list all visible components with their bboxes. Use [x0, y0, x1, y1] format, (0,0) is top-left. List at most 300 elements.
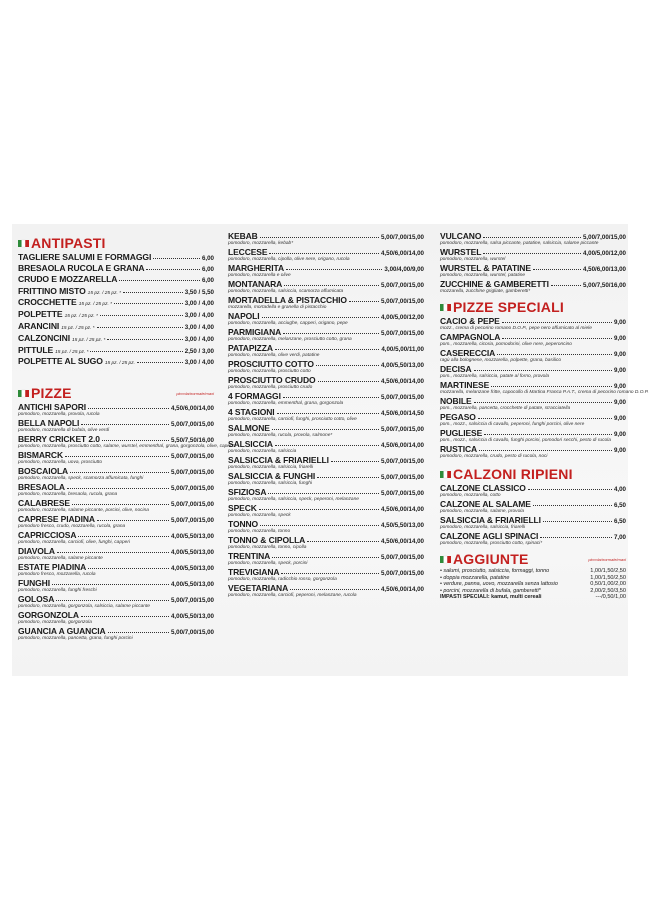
menu-item-row: [440, 397, 626, 406]
menu-item: [18, 611, 214, 626]
dot-leader: [317, 477, 379, 478]
item-name: PARMIGIANA: [228, 327, 282, 337]
menu-item: [18, 357, 214, 367]
item-price: 5,00/7,00/15,00: [380, 330, 424, 337]
menu-item: [18, 310, 214, 320]
menu-item-row: [440, 232, 626, 241]
item-price: 9,00: [613, 319, 626, 326]
item-name: ANTICHI SAPORI: [18, 402, 87, 413]
item-name: BERRY CRICKET 2.0: [18, 434, 100, 445]
item-price: 4,00/5,00/12,00: [380, 314, 424, 321]
item-price: 5,00/7,00/15,00: [380, 570, 424, 577]
menu-item: [228, 424, 424, 439]
menu-item-row: [228, 280, 424, 289]
item-ingredients: pomodoro, mozzarella di bufala, olive verdi: [18, 428, 110, 434]
item-ingredients: pomodoro, mozzarella, salsiccia, funghi: [228, 481, 312, 487]
section-title: PIZZE: [31, 385, 72, 402]
item-price: 2,50 / 3,00: [184, 347, 214, 355]
menu-item: [440, 280, 626, 295]
item-ingredients: pom., mozzarella, pancetta, crocchette di patate, stracciatella: [440, 406, 571, 412]
item-name: BELLA NAPOLI: [18, 418, 80, 429]
dot-leader: [272, 557, 379, 558]
menu-item: [440, 317, 626, 332]
menu-item: [440, 232, 626, 247]
menu-item-row: [440, 445, 626, 454]
dot-leader: [146, 269, 200, 270]
item-ingredients: pomodoro, mozzarella, salsa piccante, patatine, salsiccia, salame piccante: [440, 241, 599, 247]
item-price: 5,00/7,00/15,00: [170, 629, 214, 637]
item-note: 15 pz. / 25 pz. *: [72, 337, 106, 343]
item-name: NOBILE: [440, 396, 472, 406]
item-price: 6,00: [201, 266, 214, 274]
item-price: 9,00: [613, 335, 626, 342]
item-name: CAMPAGNOLA: [440, 332, 501, 342]
dot-leader: [275, 349, 379, 350]
dot-leader: [277, 413, 379, 414]
menu-item-row: [18, 531, 214, 540]
item-name: CROCCHETTE: [18, 297, 77, 308]
item-name: CAPRICCIOSA: [18, 530, 77, 541]
menu-item: [228, 536, 424, 551]
item-ingredients: pomodoro, mozzarella, salame piccante: [18, 556, 103, 562]
item-ingredients: pomodoro, mozzarella, funghi freschi: [18, 588, 97, 594]
item-ingredients: pomodoro, mozzarella, tonno: [228, 529, 291, 535]
menu-item-row: [18, 547, 214, 556]
dot-leader: [262, 317, 379, 318]
item-ingredients: pomodoro, mozzarella, kebab*: [228, 241, 294, 247]
item-price: 4,00/5,50/13,00: [380, 362, 424, 369]
menu-item-row: [18, 627, 214, 636]
item-price: 6,50: [613, 518, 626, 525]
item-name: CALZONE AGLI SPINACI: [440, 531, 539, 541]
item-price: 4,50/6,00/14,00: [380, 442, 424, 449]
column-left: [18, 232, 236, 643]
menu-item-row: [228, 232, 424, 241]
menu-item: [18, 253, 214, 262]
menu-item: [440, 248, 626, 263]
menu-item: [228, 488, 424, 503]
menu-item-row: [18, 310, 214, 320]
item-name: ESTATE PIADINA: [18, 562, 87, 573]
menu-item-row: [228, 440, 424, 449]
dot-leader: [268, 493, 379, 494]
menu-item: [18, 298, 214, 308]
dot-leader: [97, 327, 183, 328]
item-name: CAPRESE PIADINA: [18, 514, 95, 525]
item-name: SALSICCIA & FRIARIELLI: [440, 515, 541, 525]
menu-item-row: [18, 334, 214, 344]
menu-item-row: [228, 408, 424, 417]
item-name: FRITTINO MISTO: [18, 285, 86, 296]
dot-leader: [474, 370, 612, 371]
dot-leader: [318, 381, 379, 382]
item-name: MARGHERITA: [228, 263, 284, 273]
menu-item-row: [18, 611, 214, 620]
item-price: 5,50/7,50/16,00: [170, 437, 214, 445]
menu-item-row: [440, 317, 626, 326]
dot-leader: [72, 504, 169, 505]
item-ingredients: pomodoro, mozzarella, wurstel, patatine: [440, 273, 526, 279]
item-ingredients: pomodoro, mozzarella, prosciutto cotto: [228, 369, 311, 375]
addon-price: ---/0,50/1,00: [595, 594, 626, 601]
item-name: PEGASO: [440, 412, 476, 422]
dot-leader: [543, 521, 612, 522]
addon-item: [440, 569, 626, 575]
menu-item-row: [228, 376, 424, 385]
item-name: BRESAOLA RUCOLA E GRANA: [18, 263, 145, 274]
item-ingredients: pomodoro, mozzarella, uova, prosciutto: [18, 460, 102, 466]
item-name: SALMONE: [228, 423, 270, 433]
menu-item: [18, 467, 214, 482]
item-price: 3,00 / 4,00: [184, 359, 214, 367]
menu-item: [440, 532, 626, 547]
item-note: 15 pz. / 25 pz. *: [64, 314, 98, 320]
item-price: 4,00: [613, 486, 626, 493]
item-price: 5,00/7,00/15,00: [170, 485, 214, 493]
item-name: GUANCIA A GUANCIA: [18, 626, 106, 637]
menu-item-row: [18, 264, 214, 273]
dot-leader: [283, 333, 379, 334]
dot-leader: [484, 434, 612, 435]
speciali-list: [440, 316, 649, 460]
item-ingredients: pomodoro, mozzarella, emmenthal, grana, gorgonzola: [228, 401, 344, 407]
section-title: CALZONI RIPIENI: [453, 466, 573, 482]
item-ingredients: pom., mozzarella, salsiccia, patate al forno, provola: [440, 374, 550, 380]
item-name: LECCESE: [228, 247, 268, 257]
dot-leader: [97, 520, 169, 521]
item-name: ARANCINI: [18, 321, 60, 331]
antipasti-list: [18, 253, 214, 367]
dot-leader: [259, 509, 379, 510]
item-ingredients: mozz., crema di pecorino romano D.O.P., pepe nero affumicato al miele: [440, 326, 592, 332]
menu-item-row: [18, 275, 214, 284]
item-price: 4,50/6,00/14,00: [380, 506, 424, 513]
menu-item-row: [440, 413, 626, 422]
item-price: 4,00/5,50/13,00: [170, 581, 214, 589]
menu-item-row: [440, 365, 626, 374]
item-ingredients: pomodoro, mozzarella, acciughe, capperi, origano, pepe: [228, 321, 348, 327]
item-ingredients: mozzarella, zucchine grigliate, gamberetti*: [440, 289, 531, 295]
item-name: POLPETTE AL SUGO: [18, 356, 103, 367]
item-price: 5,00/7,00/15,00: [380, 394, 424, 401]
menu-item-row: [440, 264, 626, 273]
dot-leader: [483, 237, 581, 238]
menu-item-row: [228, 328, 424, 337]
menu-item-row: [18, 253, 214, 262]
menu-item-row: [228, 264, 424, 273]
item-price: 4,50/6,00/14,00: [380, 586, 424, 593]
menu-item: [228, 312, 424, 327]
item-price: 9,00: [613, 431, 626, 438]
menu-item: [18, 287, 214, 297]
dot-leader: [100, 315, 183, 316]
item-price: 5,00/7,00/15,00: [170, 469, 214, 477]
item-price: 9,00: [613, 415, 626, 422]
menu-item: [18, 547, 214, 562]
menu-item-row: [228, 248, 424, 257]
item-ingredients: pomodoro, mozzarella, carciofi, olive, funghi, capperi: [18, 540, 130, 546]
menu-item-row: [440, 248, 626, 257]
item-price: 5,00/7,00/15,00: [170, 597, 214, 605]
item-name: CALZONE AL SALAME: [440, 499, 531, 509]
menu-item: [228, 296, 424, 311]
dot-leader: [269, 253, 379, 254]
dot-leader: [275, 445, 379, 446]
item-price: 4,00/5,00/11,00: [381, 346, 424, 353]
menu-item: [440, 365, 626, 380]
dot-leader: [108, 632, 169, 633]
item-price: 4,50/6,00/14,00: [380, 378, 424, 385]
dot-leader: [137, 362, 183, 363]
menu-item-row: [228, 424, 424, 433]
dot-leader: [272, 429, 379, 430]
section-title: PIZZE SPECIALI: [453, 299, 564, 315]
item-name: PUGLIESE: [440, 428, 483, 438]
item-name: POLPETTE: [18, 309, 63, 320]
item-price: 4,50/6,00/14,00: [380, 250, 424, 257]
addon-desc: • porcini, mozzarella di bufala, gamberetti*: [440, 587, 541, 594]
item-price: 5,00/7,00/15,00: [170, 421, 214, 429]
italian-flag-icon: [440, 302, 451, 313]
menu-item: [440, 445, 626, 460]
addon-desc: • doppia mozzarella, patatine: [440, 574, 510, 581]
menu-item: [18, 322, 214, 332]
menu-item: [18, 334, 214, 344]
dot-leader: [474, 402, 612, 403]
item-name: TRENTINA: [228, 551, 271, 561]
size-legend: piccola/normale/maxi: [176, 390, 214, 396]
menu-item: [18, 531, 214, 546]
item-price: 4,00/5,00/12,00: [582, 250, 626, 257]
menu-item: [228, 392, 424, 407]
item-price: 6,00: [201, 255, 214, 262]
menu-item: [18, 346, 214, 356]
item-price: 9,00: [613, 351, 626, 358]
item-price: 3,50 / 5,50: [184, 288, 214, 296]
menu-item: [440, 500, 626, 515]
item-name: SPECK: [228, 503, 257, 513]
menu-item: [440, 397, 626, 412]
menu-item: [440, 516, 626, 531]
item-price: 3,00 / 4,00: [184, 324, 214, 331]
menu-item: [18, 403, 214, 418]
item-ingredients: pom., mozz., salsiccia di cavallo, peperoni, funghi porcini, olive nere: [440, 422, 585, 428]
item-ingredients: pomodoro, mozzarella, tonno, cipolla: [228, 545, 307, 551]
menu-item: [18, 451, 214, 466]
item-price: 4,00/5,50/13,00: [170, 565, 214, 573]
item-name: KEBAB: [228, 231, 258, 241]
item-ingredients: pomodoro, mozzarella, bresaola, rucola, grana: [18, 492, 118, 498]
item-ingredients: pomodoro, mozzarella, prosciutto cotto, spinaci*: [440, 541, 543, 547]
aggiunte-heading: [440, 551, 626, 567]
addon-desc: • verdure, panna, uovo, mozzarella senza lattosio: [440, 581, 558, 588]
item-name: CRUDO E MOZZARELLA: [18, 274, 118, 285]
item-ingredients: pomodoro, mozzarella, provola, rucola: [18, 412, 100, 418]
dot-leader: [349, 301, 379, 302]
item-ingredients: pomodoro, mozzarella, cotto: [440, 493, 501, 499]
addon-item: [440, 582, 626, 588]
dot-leader: [307, 541, 379, 542]
item-name: CALABRESE: [18, 498, 70, 509]
menu-item-row: [18, 499, 214, 508]
item-ingredients: pomodoro, mozzarella, salsiccia, speck, peperoni, melanzane: [228, 497, 359, 503]
menu-item-row: [440, 280, 626, 289]
item-ingredients: mozzarella, melanzane fritte, capocollo di Martina Franca P.A.T., crema di pecorino romano D.O.P.: [440, 390, 649, 396]
menu-item: [228, 232, 424, 247]
menu-item: [228, 280, 424, 295]
item-ingredients: pomodoro, mozzarella, gorgonzola: [18, 620, 92, 626]
aggiunte-list: [440, 569, 626, 601]
menu-item: [18, 434, 236, 450]
dot-leader: [502, 322, 612, 323]
item-price: 5,00/7,00/15,00: [380, 282, 424, 289]
menu-item: [228, 440, 424, 455]
item-price: 4,50/6,00/14,50: [380, 410, 424, 417]
size-legend: piccola/normale/maxi: [588, 556, 626, 562]
dot-leader: [107, 339, 182, 340]
item-note: 15 pz. / 25 pz.: [104, 361, 135, 367]
item-name: CACIO & PEPE: [440, 316, 500, 326]
menu-item-row: [440, 500, 626, 509]
dot-leader: [70, 472, 169, 473]
item-name: RUSTICA: [440, 444, 478, 454]
dot-leader: [102, 440, 169, 441]
item-price: 5,00/7,00/15,00: [380, 426, 424, 433]
menu-item: [440, 264, 626, 279]
dot-leader: [123, 292, 183, 293]
dot-leader: [153, 258, 200, 259]
menu-item-row: [18, 451, 214, 460]
menu-item: [440, 413, 626, 428]
dot-leader: [260, 525, 379, 526]
menu-item: [228, 568, 424, 583]
menu-item: [228, 584, 424, 599]
item-ingredients: pomodoro, mozzarella, speck, porcini: [228, 561, 308, 567]
item-price: 3,00 / 4,00: [184, 335, 214, 343]
menu-item: [440, 333, 626, 348]
item-price: 4,50/6,00/14,00: [380, 538, 424, 545]
menu-item: [18, 264, 214, 273]
section-title: AGGIUNTE: [453, 551, 529, 567]
menu-item-row: [440, 516, 626, 525]
dot-leader: [119, 280, 200, 281]
item-price: 5,00/7,00/15,00: [380, 474, 424, 481]
item-ingredients: pomodoro, mozzarella, crudo, pesto di rucola, noci: [440, 454, 548, 460]
item-name: DECISA: [440, 364, 472, 374]
item-name: 4 FORMAGGI: [228, 391, 281, 401]
item-name: BRESAOLA: [18, 482, 65, 493]
menu-item: [228, 248, 424, 263]
menu-item-row: [228, 552, 424, 561]
menu-item-row: [228, 488, 424, 497]
dot-leader: [528, 489, 612, 490]
pizze-list-end: [440, 232, 626, 295]
item-ingredients: pomodoro, mozzarella, salsiccia, friarelli: [228, 465, 314, 471]
item-name: MONTANARA: [228, 279, 283, 289]
dot-leader: [286, 269, 382, 270]
item-ingredients: pomodoro, mozzarella, rucola, provola, salmone*: [228, 433, 333, 439]
menu-item-row: [18, 563, 214, 572]
item-ingredients: pomodoro, mozzarella e olive: [228, 273, 291, 279]
item-ingredients: pomodoro, mozzarella, speck, scamorza affumicata, funghi: [18, 476, 144, 482]
menu-item-row: [228, 472, 424, 481]
dot-leader: [497, 354, 612, 355]
item-name: BISMARCK: [18, 450, 64, 461]
menu-item-row: [440, 484, 626, 493]
item-ingredients: pomodoro, mozzarella, salame, provola: [440, 509, 524, 515]
menu-item-row: [18, 322, 214, 332]
item-name: CASERECCIA: [440, 348, 496, 358]
item-price: 9,00: [613, 383, 626, 390]
pizze-heading: [18, 385, 214, 401]
dot-leader: [479, 450, 612, 451]
item-name: VULCANO: [440, 231, 482, 241]
item-price: 5,00/7,00/15,00: [380, 554, 424, 561]
menu-item: [228, 328, 424, 343]
addon-row: [440, 569, 626, 575]
menu-item-row: [18, 419, 214, 428]
menu-item-row: [228, 568, 424, 577]
section-title: ANTIPASTI: [31, 235, 106, 251]
item-ingredients: pomodoro, mozzarella, prosciutto crudo: [228, 385, 313, 391]
menu-item-row: [228, 584, 424, 593]
addon-price: 1,00/1,50/2,50: [590, 574, 626, 581]
item-price: 3,00 / 4,00: [184, 300, 214, 308]
menu-item-row: [18, 357, 214, 367]
menu-item-row: [440, 532, 626, 541]
menu-item-row: [18, 579, 214, 588]
menu-item-row: [18, 467, 214, 476]
menu-item-row: [228, 504, 424, 513]
pizze-list: [18, 402, 236, 642]
menu-item-row: [18, 595, 214, 604]
item-note: 15 pz. / 25 pz. *: [55, 349, 89, 355]
dot-leader: [290, 589, 379, 590]
dot-leader: [67, 488, 169, 489]
menu-item-row: [440, 429, 626, 438]
menu-item: [18, 483, 214, 498]
item-name: BOSCAIOLA: [18, 466, 69, 477]
dot-leader: [281, 573, 379, 574]
menu-item: [440, 380, 649, 396]
addon-item: [440, 595, 626, 601]
menu-item: [18, 563, 214, 578]
item-price: 4,50/6,00/14,00: [170, 405, 214, 413]
item-name: PATAPIZZA: [228, 343, 273, 353]
item-price: 5,00/7,00/15,00: [170, 501, 214, 509]
dot-leader: [56, 600, 169, 601]
dot-leader: [88, 408, 169, 409]
item-note: 15 pz. / 25 pz. *: [61, 326, 95, 331]
item-name: TAGLIERE SALUMI E FORMAGGI: [18, 252, 152, 262]
item-ingredients: mozzarella, mortadella e granella di pistacchio: [228, 305, 327, 311]
item-note: 15 pz. / 25 pz. *: [87, 290, 122, 296]
item-ingredients: pomodoro, mozzarella, pancetta, grana, funghi porcini: [18, 636, 133, 642]
item-ingredients: pomodoro, mozzarella, radicchio rosso, gorgonzola: [228, 577, 337, 583]
dot-leader: [331, 461, 379, 462]
item-name: GORGONZOLA: [18, 610, 79, 621]
item-price: 5,00/7,50/16,00: [582, 282, 626, 289]
menu-item-row: [18, 515, 214, 524]
addon-desc: • salumi, prosciutto, salsiccia, formaggi, tonno: [440, 568, 550, 574]
item-name: SALSICCIA & FRIARIELLI: [228, 455, 329, 465]
item-name: CALZONE CLASSICO: [440, 483, 526, 493]
item-name: 4 STAGIONI: [228, 407, 275, 417]
item-price: 3,00 / 4,00: [184, 312, 214, 320]
menu-item: [228, 552, 424, 567]
item-price: 9,00: [613, 447, 626, 454]
item-price: 5,00/7,00/15,00: [380, 234, 424, 241]
